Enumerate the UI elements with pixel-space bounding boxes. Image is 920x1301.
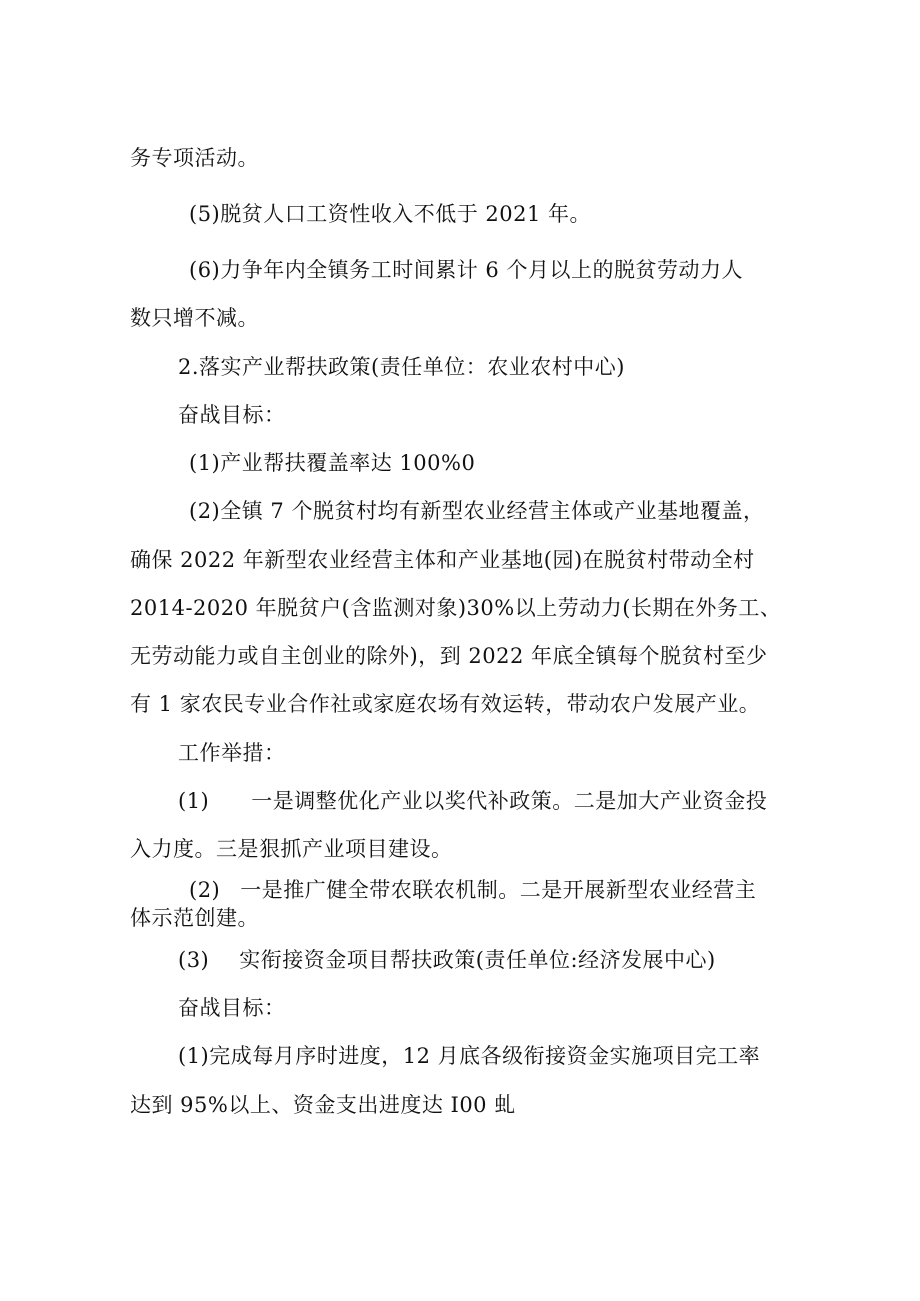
list-item: [178, 786, 767, 816]
paragraph-line: 达到 95%以上、资金支出进度达 I00 虬: [130, 1093, 516, 1117]
paragraph-line: (2)全镇 7 个脱贫村均有新型农业经营主体或产业基地覆盖，: [189, 499, 765, 523]
paragraph-line: 体示范创建。: [130, 906, 259, 930]
paragraph-line: 无劳动能力或自主创业的除外)，到 2022 年底全镇每个脱贫村至少: [130, 644, 768, 668]
paragraph-line: 入力度。三是狠抓产业项目建设。: [130, 837, 453, 861]
paragraph-line: 务专项活动。: [130, 146, 259, 170]
list-item-text: 一是调整优化产业以奖代补政策。二是加大产业资金投: [251, 789, 768, 813]
paragraph-line: (5)脱贫人口工资性收入不低于 2021 年。: [189, 202, 592, 226]
list-item: [178, 945, 716, 975]
list-marker: (3): [178, 948, 210, 972]
subheading: 奋战目标：: [178, 403, 286, 427]
paragraph-line: 数只增不减。: [130, 306, 259, 330]
section-heading: 2.落实产业帮扶政策(责任单位：农业农村中心): [178, 355, 625, 379]
list-item-text: 实衔接资金项目帮扶政策(责任单位:经济发展中心): [239, 948, 716, 972]
paragraph-line: (1)完成每月序时进度，12 月底各级衔接资金实施项目完工率: [178, 1044, 761, 1068]
list-marker: (1): [178, 789, 210, 813]
paragraph-line: (1)产业帮扶覆盖率达 100%0: [189, 451, 476, 475]
list-marker: (2): [189, 878, 221, 902]
paragraph-line: (6)力争年内全镇务工时间累计 6 个月以上的脱贫劳动力人: [189, 258, 743, 282]
paragraph-line: 有 1 家农民专业合作社或家庭农场有效运转，带动农户发展产业。: [130, 692, 761, 716]
paragraph-line: 确保 2022 年新型农业经营主体和产业基地(园)在脱贫村带动全村: [130, 548, 755, 572]
list-item-text: 一是推广健全带农联农机制。二是开展新型农业经营主: [240, 878, 757, 902]
list-item: [189, 875, 756, 905]
subheading: 工作举措：: [178, 741, 286, 765]
paragraph-line: 2014-2020 年脱贫户(含监测对象)30%以上劳动力(长期在外务工、: [130, 596, 782, 620]
subheading: 奋战目标：: [178, 996, 286, 1020]
